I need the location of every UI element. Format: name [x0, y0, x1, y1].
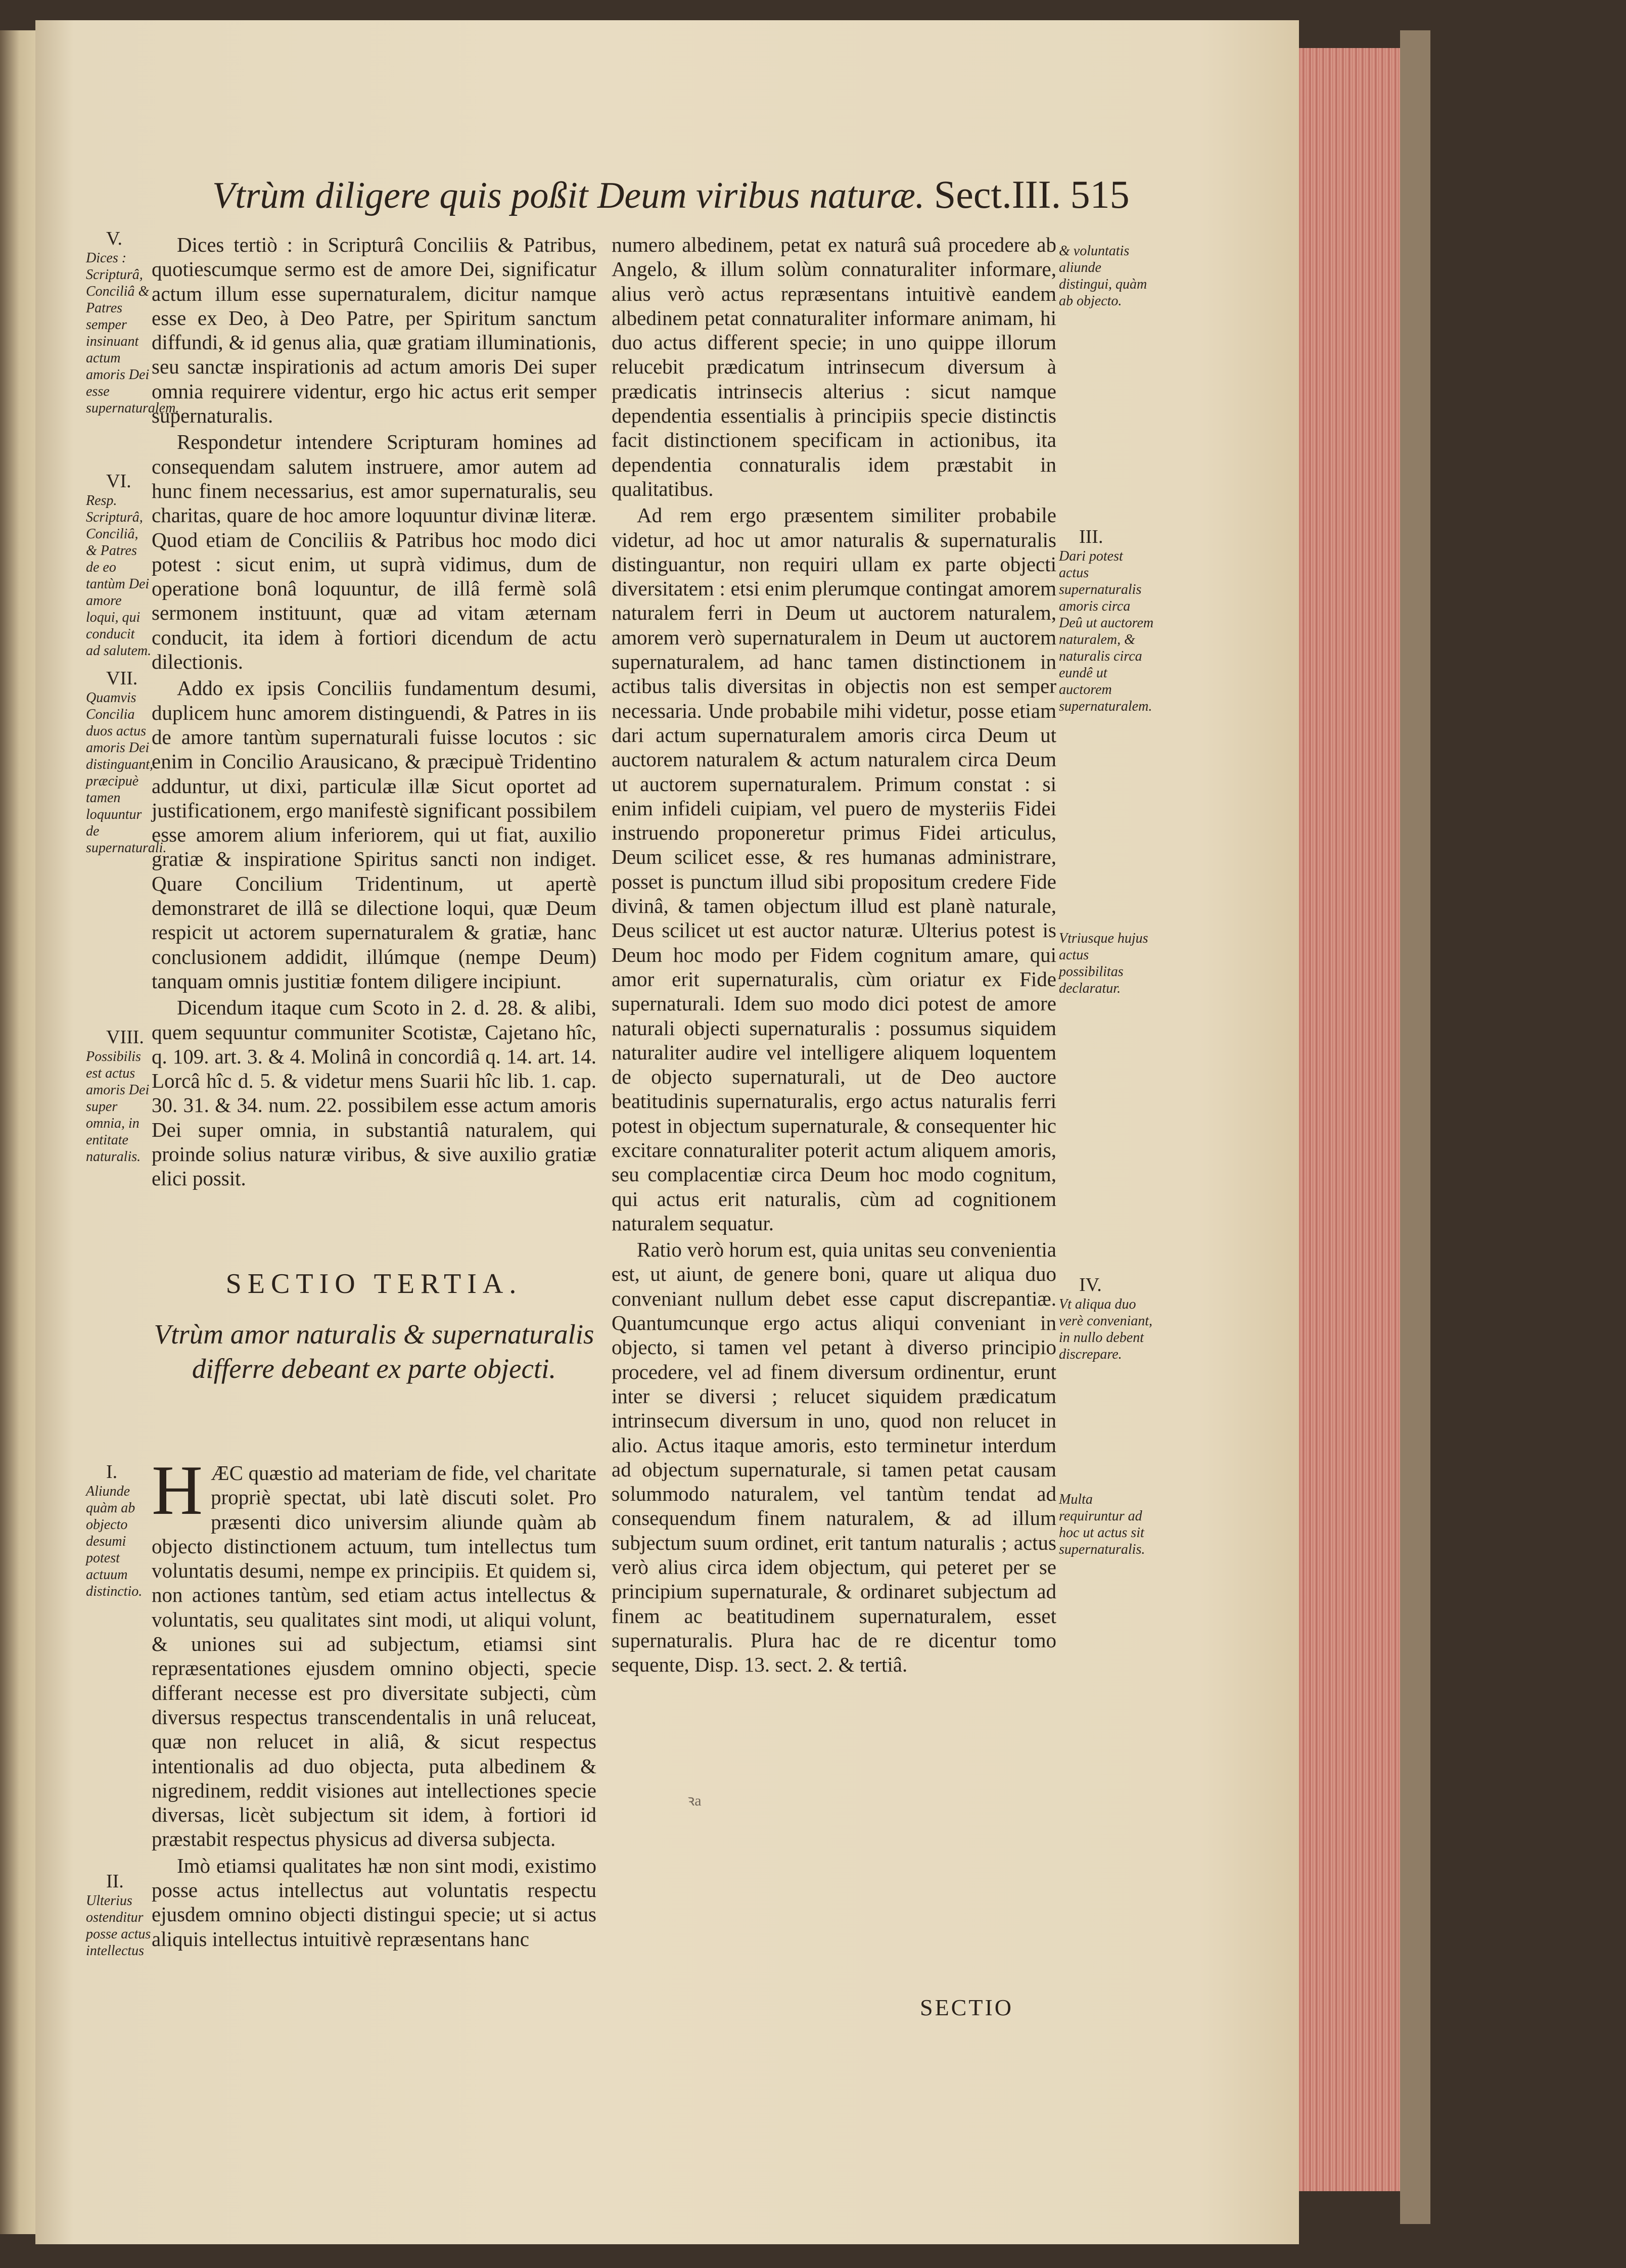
paragraph: Dicendum itaque cum Scoto in 2. d. 28. & alibi, quem sequuntur communiter Scotistæ, Cajetano hîc, q. 109. art. 3. & 4. Molinâ in concordiâ q. 14. art. 14. Lorcâ hîc d. 5. & videtur mens Suarii hîc lib. 1. cap. 30. 31. & 34. num. 22. possibilem esse actum amoris Dei super omnia, in substantiâ naturalem, qui proinde solius naturæ viribus, & sive auxilio gratiæ elici possit. — [152, 996, 596, 1190]
header-section: Sect.III. — [934, 172, 1061, 216]
paragraph: Dices tertiò : in Scripturâ Conciliis & Patribus, quotiescumque sermo est de amore Dei, significatur actum illum esse supernaturalem, dicitur namque esse ex Deo, à Deo Patre, per Spiritum sanctum diffundi, & id genus alia, quæ gratiam illuminationis, seu sanctæ inspirationis ad actum amoris Dei super omnia requirere videntur, ergo hic actus erit semper supernaturalis. — [152, 233, 596, 428]
paragraph: Respondetur intendere Scripturam homines ad consequendam salutem instruere, amor autem ad hunc finem necessarius, est amor supernaturalis, seu charitas, quare de hoc amore loquuntur divinæ literæ. Quod etiam de Conciliis & Patribus hoc modo dici potest : sicut enim, ut suprà vidimus, dum de operatione bonâ loquuntur, de illâ fermè solâ sermonem instituunt, quæ ad vitam æternam conducit, ita idem à fortiori dicendum de actu dilectionis. — [152, 430, 596, 674]
section-subtitle: Vtrùm amor naturalis & supernaturalis differre debeant ex parte objecti. — [154, 1319, 594, 1384]
section-heading — [152, 1264, 596, 1386]
margin-note-left — [86, 667, 167, 900]
margin-note-number: IV. — [1079, 1274, 1102, 1295]
margin-note-text: & voluntatis aliunde distingui, quàm ab objecto. — [1059, 243, 1147, 309]
left-column — [152, 233, 596, 1254]
margin-note-number: V. — [106, 228, 123, 249]
header-title: Vtrùm diligere quis poßit Deum viribus naturæ. — [212, 175, 925, 216]
catchword: SECTIO — [920, 1995, 1013, 2020]
ink-smudge: ꝛa — [687, 1792, 702, 1809]
margin-note-text: Dari potest actus supernaturalis amoris circa Deû ut auctorem naturalem, & naturalis circa eundê ut auctorem supernaturalem. — [1059, 548, 1154, 714]
book-cover-edge — [1400, 30, 1430, 2224]
margin-note-left — [86, 1026, 152, 1178]
margin-note-right — [1059, 1274, 1155, 1441]
margin-note-number: VIII. — [106, 1027, 144, 1048]
paragraph: Imò etiamsi qualitates hæ non sint modi, existimo posse actus intellectus aut voluntatis respectu ejusdem omnino objecti distingui specie; ut si actus aliquis intellectus intuitivè repræsentans hanc — [152, 1854, 596, 1951]
margin-note-text: Dices : Scripturâ, Conciliâ & Patres semper insinuant actum amoris Dei esse supernaturalem. — [86, 250, 179, 416]
paragraph — [152, 1451, 596, 1852]
margin-note-text: Ulterius ostenditur posse actus intellectus — [86, 1893, 151, 1959]
margin-note-text: Quamvis Concilia duos actus amoris Dei distinguant, præcipuè tamen loquuntur de supernaturali. — [86, 690, 167, 856]
margin-note-left — [86, 227, 179, 430]
margin-note-number: III. — [1079, 526, 1103, 547]
margin-note-left — [86, 1461, 152, 1623]
paragraph: numero albedinem, petat ex naturâ suâ procedere ab Angelo, & illum solùm connaturaliter informare, alius verò actus repræsentans intuitivè eandem albedinem petat connaturaliter informare animam, hi duo actus different specie; in uno quippe illorum relucebit prædicatum intrinsecum diversum à prædicatis intrinsecis alterius : sicut namque dependentia essentialis à principiis specie distinctis facit distinctionem specificam in actionibus, ita dependentia connaturalis idem præstabit in qualitatibus. — [612, 233, 1056, 500]
margin-note-right — [1059, 1491, 1155, 1623]
paragraph: Addo ex ipsis Conciliis fundamentum desumi, duplicem hunc amorem distinguendi, & Patres in iis de amore tantùm supernaturali fuisse locutos : sic enim in Concilio Arausicano, & præcipuè Tridentino adduntur, ut dixi, particulæ illæ Sicut oportet ad justificationem, ergo manifestè significant possibilem esse amorem alium inferiorem, qui ut fiat, auxilio gratiæ & inspiratione Spiritus sancti non indiget. Quare Concilium Tridentinum, ut apertè demonstraret de illâ se dilectione loqui, quæ Deum respicit ut actorem supernaturalem & gratiæ, hanc conclusionem addidit, illúmque (nempe Deum) tanquam omnis justitiæ fontem diligere incipiunt. — [152, 676, 596, 993]
right-column — [612, 233, 1056, 1779]
margin-note-text: Aliunde quàm ab objecto desumi potest actuum distinctio. — [86, 1484, 143, 1599]
paragraph: Ratio verò horum est, quia unitas seu convenientia est, ut aiunt, de genere boni, quare ut aliqua duo conveniant nullum debet esse caput discrepantiæ. Quantumcunque ergo actus aliqui conveniant in objecto, si tamen vel petant à diverso principio procedere, vel ad finem diversum ordinentur, erunt inter se diversi ; relucet siquidem prædicatum intrinsecum diversum in uno, quod non relucet in alio. Actus itaque amoris, esto terminetur interdum ad objectum supernaturale, si tamen petat causam solummodo naturalem, vel tantùm tendat ad consequendum finem naturalem, & ad illum subjectum suum ordinet, erit tantum naturalis ; actus verò alius circa idem objectum, qui peteret per se principium supernaturale, & ordinaret subjectum ad finem ac beatitudinem supernaturalem, esset supernaturalis. Plura hac de re dicentur tomo sequente, Disp. 13. sect. 2. & tertiâ. — [612, 1238, 1056, 1677]
drop-cap: H — [152, 1451, 203, 1530]
page-edges-red — [1299, 48, 1403, 2191]
margin-note-number: I. — [106, 1461, 118, 1483]
margin-note-number: II. — [106, 1871, 124, 1892]
book-left-page-edge — [0, 30, 35, 2234]
running-header — [212, 172, 1173, 227]
margin-note-text: Possibilis est actus amoris Dei super omnia, in entitate naturalis. — [86, 1049, 150, 1165]
margin-note-text: Multa requiruntur ad hoc ut actus sit supernaturalis. — [1059, 1492, 1145, 1557]
margin-note-left — [86, 470, 152, 677]
margin-note-text: Vtriusque hujus actus possibilitas declaratur. — [1059, 931, 1148, 996]
paragraph: Ad rem ergo præsentem similiter probabile videtur, ad hoc ut amor naturalis & supernaturalis distinguantur, non requiri ullam ex parte objecti diversitatem : etsi enim plerumque contingat amorem naturalem ferri in Deum ut auctorem naturalem, amorem verò supernaturalem in Deum ut auctorem supernaturalem, ad hanc tamen distinctionem in actibus talis diversitas in objectis non est semper necessaria. Unde probabile mihi videtur, posse etiam dari actum supernaturalem amoris circa Deum ut auctorem naturalem & actum naturalem circa Deum ut auctorem supernaturalem. Primum constat : si enim infideli cuipiam, vel puero de mysteriis Fidei instruendo proponeretur primus Fidei articulus, Deum scilicet esse, & res humanas administrare, posset is punctum illud sibi propositum credere Fide divinâ, & tamen objectum illud est planè naturale, Deus scilicet ut est auctor naturæ. Ulterius potest is Deum hoc modo per Fidem cognitum amare, qui amor erit supernaturalis, cùm oriatur ex Fide supernaturali. Idem suo modo dici potest de amore naturali objecti supernaturalis : possumus siquidem naturaliter audire vel intelligere aliquem loquentem de objecto supernaturali, ut de Deo auctore beatitudinis supernaturalis, ergo actus naturalis ferri potest in objectum supernaturale, & consequenter hic excitare connaturaliter poterit actum aliquem amoris, seu complacentiæ circa Deum hoc modo cognitum, qui actus erit naturalis, cùm ad cognitionem naturalem sequatur. — [612, 503, 1056, 1235]
margin-note-left — [86, 1870, 152, 1986]
left-column-continued — [152, 1451, 596, 2017]
page-number: 515 — [1070, 172, 1130, 216]
margin-note-number: VII. — [106, 668, 138, 689]
margin-note-right — [1059, 243, 1155, 354]
margin-note-text: Resp. Scripturâ, Conciliâ, & Patres de eo tantùm Dei amore loqui, qui conducit ad salutem. — [86, 493, 152, 659]
margin-note-right — [1059, 930, 1155, 1021]
margin-note-right — [1059, 526, 1155, 799]
margin-note-text: Vt aliqua duo verè conveniant, in nullo debent discrepare. — [1059, 1297, 1153, 1362]
margin-note-number: VI. — [106, 471, 131, 492]
section-title: SECTIO TERTIA. — [225, 1268, 523, 1300]
paragraph-text: ÆC quæstio ad materiam de fide, vel charitate propriè spectat, ubi latè discuti solet. Pro præsenti dico universim aliunde quàm ab objecto distinctionem actuum, tum intellectus tum voluntatis desumi, nempe ex principiis. Et quidem si, non actiones tantùm, sed etiam actus intellectus & voluntatis, seu qualitates sint modi, ut aliqui volunt, & uniones sui ad subjectum, etiamsi sint repræsentationes ejusdem omnino objecti, specie differant necesse est pro diversitate subjecti, cùm diversus respectus transcendentalis in unâ reluceat, quæ non relucet in aliâ, & sicut respectus intentionalis ad duo objecta, puta albedinem & nigredinem, reddit visiones aut intellectiones specie diversas, licèt subjectum sit idem, à fortiori id præstabit respectus physicus ad diversa subjecta. — [152, 1461, 596, 1851]
